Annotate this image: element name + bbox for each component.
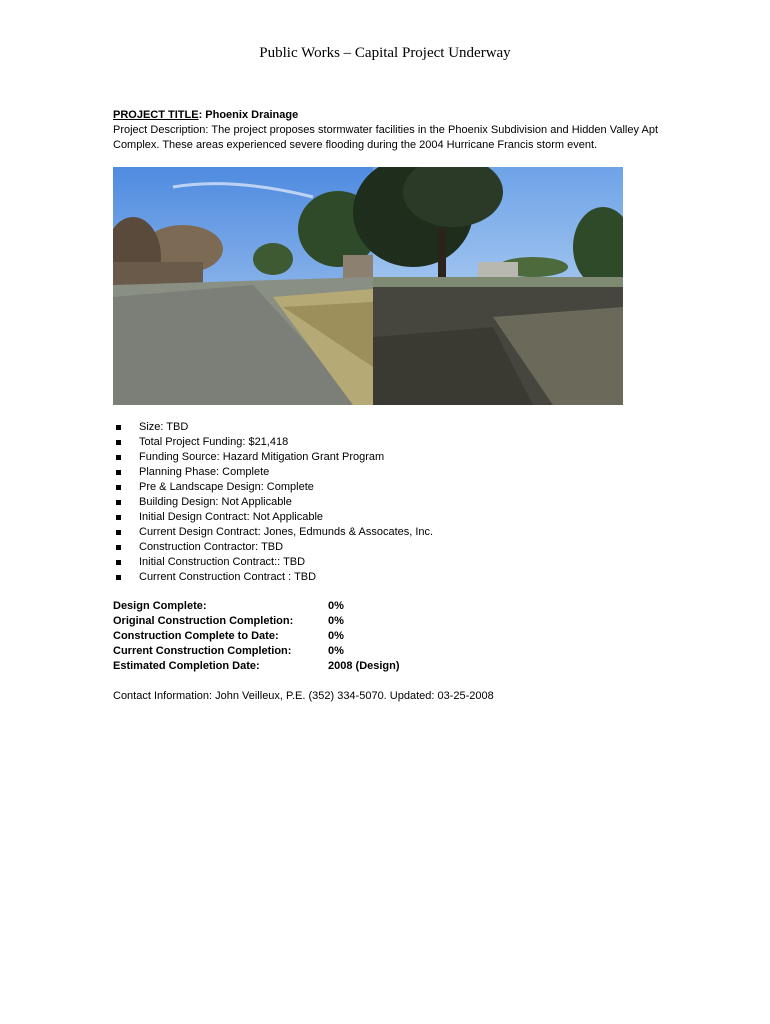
bullet-icon [116, 455, 121, 460]
page-title: Public Works – Capital Project Underway [259, 45, 511, 61]
project-title-label: PROJECT TITLE [113, 109, 199, 121]
bullet-icon [116, 470, 121, 475]
project-summary [113, 108, 658, 153]
status-row: Design Complete: 0% [113, 600, 344, 612]
bullet-icon [116, 515, 121, 520]
project-title [113, 108, 658, 123]
site-photo [113, 167, 623, 405]
list-item: Funding Source: Hazard Mitigation Grant Program [113, 450, 433, 465]
list-item: Size: TBD [113, 420, 433, 435]
completion-status-table [113, 599, 400, 674]
bullet-icon [116, 500, 121, 505]
bullet-icon [116, 425, 121, 430]
bullet-icon [116, 485, 121, 490]
status-row: Construction Complete to Date: 0% [113, 630, 344, 642]
list-item: Initial Design Contract: Not Applicable [113, 510, 433, 525]
bullet-icon [116, 530, 121, 535]
list-item: Construction Contractor: TBD [113, 540, 433, 555]
list-item: Building Design: Not Applicable [113, 495, 433, 510]
status-row: Estimated Completion Date: 2008 (Design) [113, 660, 400, 672]
bullet-icon [116, 575, 121, 580]
list-item: Total Project Funding: $21,418 [113, 435, 433, 450]
bullet-icon [116, 560, 121, 565]
project-title-value: : Phoenix Drainage [198, 109, 299, 121]
status-row: Current Construction Completion: 0% [113, 645, 344, 657]
list-item: Current Construction Contract : TBD [113, 570, 433, 585]
list-item: Planning Phase: Complete [113, 465, 433, 480]
list-item: Current Design Contract: Jones, Edmunds & Assocates, Inc. [113, 525, 433, 540]
status-row: Original Construction Completion: 0% [113, 615, 344, 627]
project-description: Project Description: The project proposes stormwater facilities in the Phoenix Subdivision and Hidden Valley Apt Complex. These areas experienced severe flooding during the 2004 Hurricane Francis storm event. [113, 124, 658, 151]
list-item: Initial Construction Contract:: TBD [113, 555, 433, 570]
project-details-list [113, 420, 433, 585]
contact-information: Contact Information: John Veilleux, P.E. (352) 334-5070. Updated: 03-25-2008 [113, 690, 494, 702]
bullet-icon [116, 545, 121, 550]
bullet-icon [116, 440, 121, 445]
list-item: Pre & Landscape Design: Complete [113, 480, 433, 495]
